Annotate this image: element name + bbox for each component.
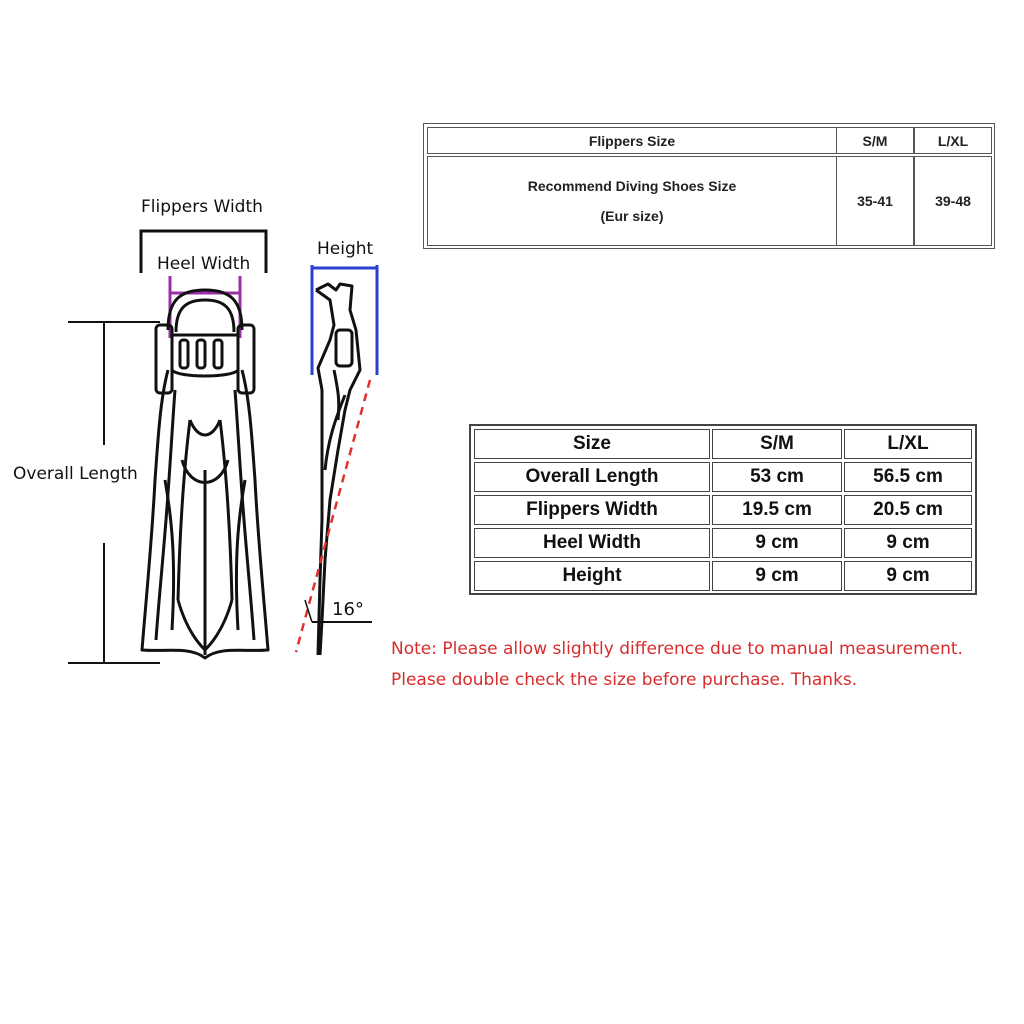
- size-table-row-sm: 9 cm: [712, 528, 842, 558]
- shoe-table-header-label: Flippers Size: [427, 127, 837, 154]
- size-table: [469, 424, 977, 595]
- size-table-row-lxl: 9 cm: [844, 528, 972, 558]
- note-line-2: Please double check the size before purchase. Thanks.: [391, 670, 858, 690]
- size-table-row-label: Heel Width: [474, 528, 710, 558]
- size-table-row-lxl: 9 cm: [844, 561, 972, 591]
- overall-length-label: Overall Length: [13, 464, 138, 484]
- size-table-header-size: Size: [474, 429, 710, 459]
- size-table-row-sm: 19.5 cm: [712, 495, 842, 525]
- fin-diagram: [0, 0, 400, 700]
- shoe-size-table: [423, 123, 995, 249]
- size-table-header-sm: S/M: [712, 429, 842, 459]
- size-table-row-label: Overall Length: [474, 462, 710, 492]
- size-table-row-label: Height: [474, 561, 710, 591]
- shoe-table-row-label-line2: (Eur size): [600, 208, 664, 224]
- shoe-table-row-label: [427, 156, 837, 246]
- fin-drawing: [0, 0, 400, 700]
- heel-width-bracket: [170, 276, 240, 338]
- note-line-1: Note: Please allow slightly difference due to manual measurement.: [391, 639, 963, 659]
- heel-width-label: Heel Width: [157, 254, 251, 274]
- flippers-width-label: Flippers Width: [141, 197, 263, 217]
- height-label: Height: [317, 239, 374, 259]
- front-fin-outline: [142, 290, 268, 658]
- size-table-row-label: Flippers Width: [474, 495, 710, 525]
- shoe-table-header-lxl: L/XL: [914, 127, 992, 154]
- shoe-table-lxl-value: 39-48: [914, 156, 992, 246]
- size-table-row-sm: 9 cm: [712, 561, 842, 591]
- angle-label: 16°: [332, 599, 364, 620]
- shoe-table-header-sm: S/M: [836, 127, 914, 154]
- size-table-row-lxl: 20.5 cm: [844, 495, 972, 525]
- size-table-row-lxl: 56.5 cm: [844, 462, 972, 492]
- size-table-header-lxl: L/XL: [844, 429, 972, 459]
- shoe-table-sm-value: 35-41: [836, 156, 914, 246]
- shoe-table-row-label-line1: Recommend Diving Shoes Size: [527, 178, 737, 194]
- size-table-row-sm: 53 cm: [712, 462, 842, 492]
